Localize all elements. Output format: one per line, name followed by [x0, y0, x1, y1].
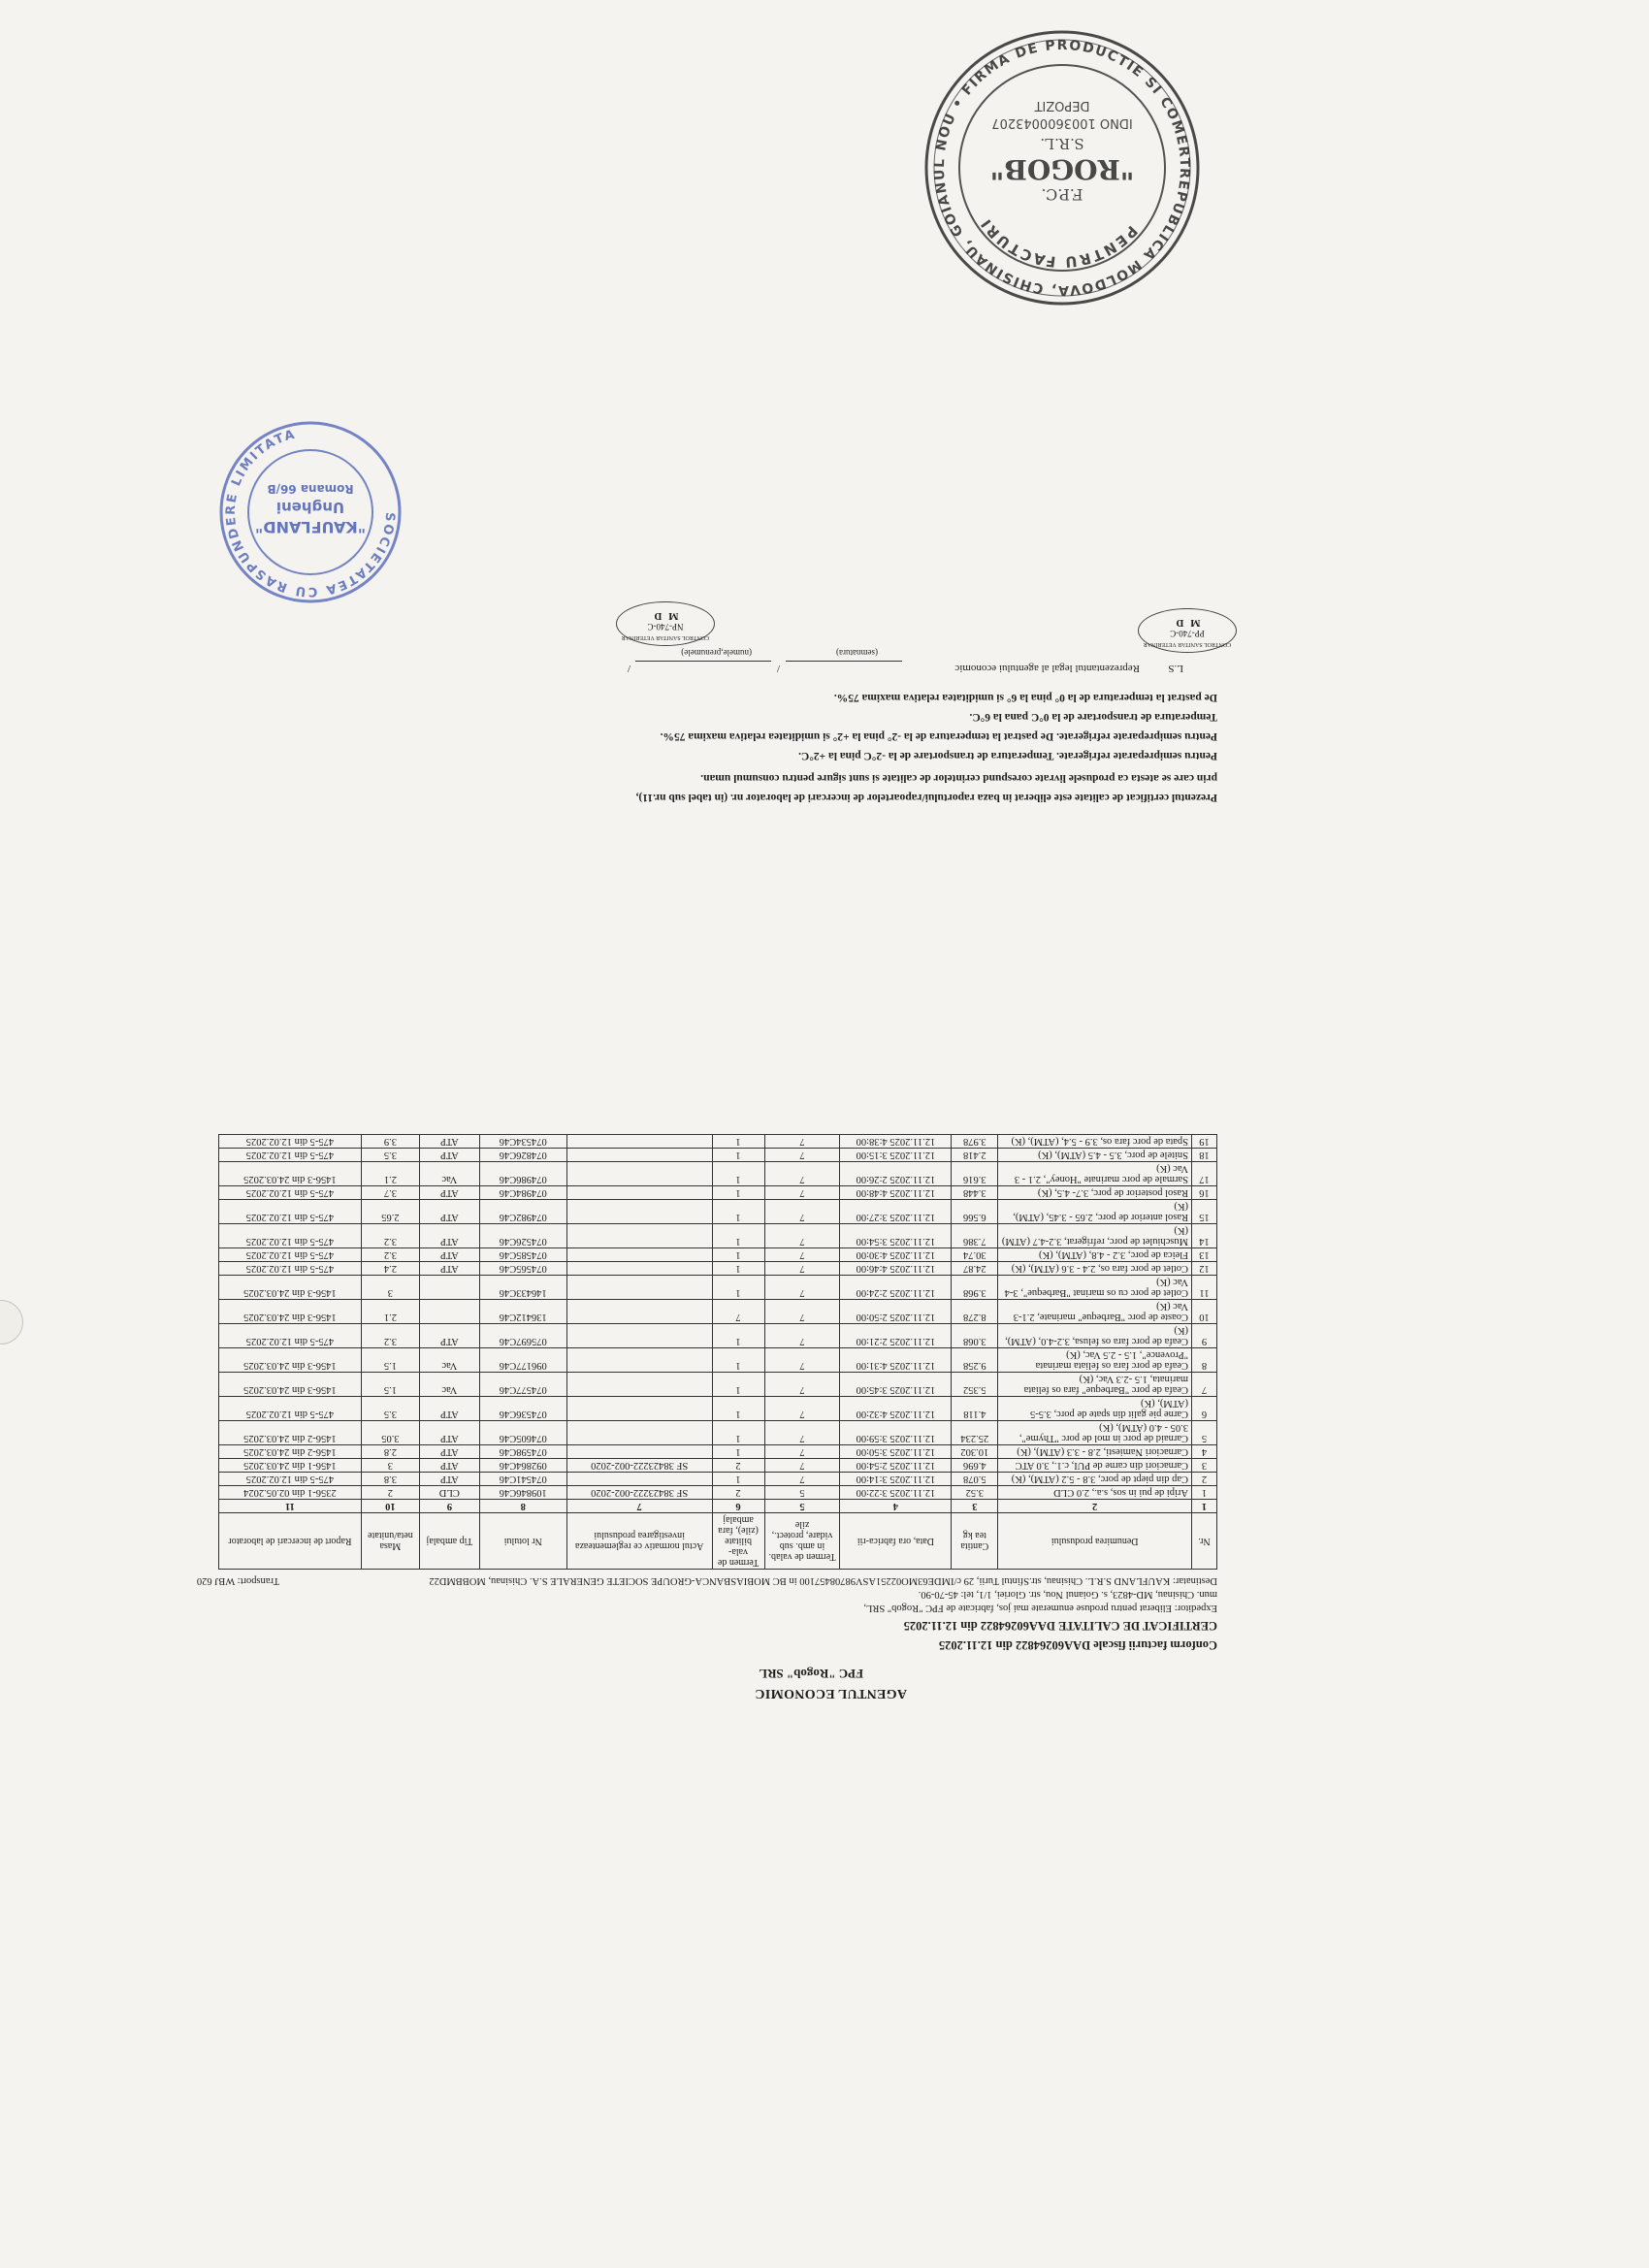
- table-cell: Fleica de porc, 3.2 - 4.8, (ATM), (K): [998, 1248, 1192, 1262]
- table-cell: 3.9: [361, 1135, 419, 1149]
- table-cell: 1456-2 din 24.03.2025: [219, 1421, 362, 1445]
- table-row: [219, 1135, 1217, 1149]
- table-cell: 074541C46: [479, 1473, 566, 1486]
- table-row: [219, 1162, 1217, 1186]
- table-cell: [566, 1421, 712, 1445]
- table-cell: 12.11.2025 3:15:00: [840, 1149, 952, 1162]
- signature-caption: (semnatura): [836, 648, 878, 658]
- table-cell: 1456-3 din 24.03.2025: [219, 1276, 362, 1300]
- agent-label: AGENTUL ECONOMIC: [755, 1686, 907, 1701]
- table-cell: Cotlet de porc fara os, 2.4 - 3.6 (ATM), (K): [998, 1262, 1192, 1276]
- table-cell: 12.11.2025 4:31:00: [840, 1348, 952, 1373]
- table-cell: 3: [361, 1276, 419, 1300]
- table-cell: 1: [712, 1473, 764, 1486]
- table-cell: Carne pie galit din spate de porc, 3.5-5 (ATM), (K): [998, 1397, 1192, 1421]
- column-header: Tip ambalaj: [419, 1513, 479, 1570]
- table-cell: [566, 1248, 712, 1262]
- table-cell: SF 38423222-002-2020: [566, 1459, 712, 1473]
- table-cell: 18: [1192, 1149, 1217, 1162]
- table-cell: 12.11.2025 3:54:00: [840, 1224, 952, 1248]
- table-cell: 8.278: [952, 1300, 998, 1324]
- table-cell: 1: [712, 1421, 764, 1445]
- table-cell: 5.078: [952, 1473, 998, 1486]
- table-cell: ATP: [419, 1421, 479, 1445]
- table-cell: 3.5: [361, 1149, 419, 1162]
- table-cell: 074605C46: [479, 1421, 566, 1445]
- table-cell: 3.5: [361, 1397, 419, 1421]
- table-cell: 1: [712, 1200, 764, 1224]
- table-cell: 7.386: [952, 1224, 998, 1248]
- column-header: Masa neta/unitate: [361, 1513, 419, 1570]
- table-cell: 475-5 din 12.02.2025: [219, 1324, 362, 1348]
- veterinary-stamp-code: NP-740-C: [647, 622, 684, 632]
- table-cell: 1: [712, 1262, 764, 1276]
- table-cell: 2.8: [361, 1445, 419, 1459]
- table-cell: 074565C46: [479, 1262, 566, 1276]
- table-cell: 1: [712, 1135, 764, 1149]
- table-cell: 19: [1192, 1135, 1217, 1149]
- table-body: [219, 1135, 1217, 1500]
- column-number: 11: [219, 1500, 362, 1513]
- table-cell: 9.258: [952, 1348, 998, 1373]
- table-cell: 7: [764, 1373, 840, 1397]
- table-cell: 3.7: [361, 1186, 419, 1200]
- table-cell: ATP: [419, 1200, 479, 1224]
- column-number: 6: [712, 1500, 764, 1513]
- table-cell: 109846C46: [479, 1486, 566, 1500]
- table-cell: 074598C46: [479, 1445, 566, 1459]
- table-cell: 2356-1 din 02.05.2024: [219, 1486, 362, 1500]
- storage-line-4: De pastrat la temperatura de la 0° pina la 6° si umiditatea relativa maxima 75%.: [833, 692, 1217, 703]
- table-cell: [566, 1135, 712, 1149]
- table-cell: [419, 1300, 479, 1324]
- table-cell: 7: [764, 1262, 840, 1276]
- table-row: [219, 1459, 1217, 1473]
- table-cell: 1456-3 din 24.03.2025: [219, 1300, 362, 1324]
- table-cell: [566, 1473, 712, 1486]
- table-cell: 4.696: [952, 1459, 998, 1473]
- column-header: Termen de valab. in amb. sub vidare, protect., zile: [764, 1513, 840, 1570]
- table-cell: Sarmale de porc marinate "Honey", 2.1 - 3 Vac (K): [998, 1162, 1192, 1186]
- table-cell: [566, 1224, 712, 1248]
- table-cell: 17: [1192, 1162, 1217, 1186]
- table-cell: 074577C46: [479, 1373, 566, 1397]
- table-cell: ATP: [419, 1262, 479, 1276]
- storage-line-2: Pentru semipreparate refrigerate. De pastrat la temperatura de la -2° pina la +2° si umiditatea relativa maxima 75%.: [660, 730, 1217, 742]
- table-cell: 7: [764, 1186, 840, 1200]
- table-cell: 12.11.2025 3:14:00: [840, 1473, 952, 1486]
- table-cell: 1: [1192, 1486, 1217, 1500]
- table-cell: 7: [764, 1149, 840, 1162]
- veterinary-stamp-md: M D: [652, 610, 679, 622]
- table-cell: 475-5 din 12.02.2025: [219, 1149, 362, 1162]
- table-row: [219, 1276, 1217, 1300]
- table-cell: 12.11.2025 4:32:00: [840, 1397, 952, 1421]
- table-row: [219, 1149, 1217, 1162]
- table-cell: 7: [764, 1445, 840, 1459]
- table-cell: 7: [764, 1248, 840, 1262]
- table-cell: Ceafa de porc fara os feliata marinata "Provence", 1.5 - 2.5 Vac, (K): [998, 1348, 1192, 1373]
- table-cell: 3.448: [952, 1186, 998, 1200]
- rogob-stamp-idno: IDNO 1003600043207: [991, 115, 1133, 130]
- table-cell: 3: [1192, 1459, 1217, 1473]
- table-cell: ATP: [419, 1248, 479, 1262]
- table-cell: 2: [361, 1486, 419, 1500]
- table-cell: 12.11.2025 3:59:00: [840, 1421, 952, 1445]
- column-number: 4: [840, 1500, 952, 1513]
- table-row: [219, 1224, 1217, 1248]
- address-line: mun. Chisinau, MD-4823, s. Goianul Nou, str. Gloriei, 1/1, tel: 45-70-90.: [918, 1589, 1217, 1600]
- kaufland-stamp-ring-text: SOCIETATEA CU RASPUNDERE LIMITATA: [223, 427, 398, 599]
- kaufland-stamp-address: Romana 66/B: [267, 482, 354, 496]
- table-cell: Ceafa de porc "Barbeque" fara os feliata marinata, 1.5 -2.3 Vac, (K): [998, 1373, 1192, 1397]
- table-cell: Spata de porc fara os, 3.9 - 5.4, (ATM), (K): [998, 1135, 1192, 1149]
- table-cell: ATP: [419, 1459, 479, 1473]
- table-cell: 6.566: [952, 1200, 998, 1224]
- table-cell: 7: [764, 1324, 840, 1348]
- firm-name: FPC "Rogob" SRL: [759, 1667, 863, 1681]
- table-cell: 12.11.2025 2:26:00: [840, 1162, 952, 1186]
- table-cell: 3.068: [952, 1324, 998, 1348]
- table-row: [219, 1421, 1217, 1445]
- table-row: [219, 1200, 1217, 1224]
- table-cell: 1.5: [361, 1373, 419, 1397]
- table-cell: 12.11.2025 3:27:00: [840, 1200, 952, 1224]
- table-cell: 2.65: [361, 1200, 419, 1224]
- table-row: [219, 1348, 1217, 1373]
- column-header: Cantita tea kg: [952, 1513, 998, 1570]
- table-cell: 2.1: [361, 1162, 419, 1186]
- table-cell: 3.52: [952, 1486, 998, 1500]
- table-cell: 6: [1192, 1397, 1217, 1421]
- table-cell: 12.11.2025 2:50:00: [840, 1300, 952, 1324]
- veterinary-stamp: [616, 601, 715, 646]
- certificate-title: CERTIFICAT DE CALITATE DAA60264822 din 12.11.2025: [903, 1619, 1217, 1633]
- veterinary-stamp: [1138, 608, 1237, 653]
- table-cell: ATP: [419, 1224, 479, 1248]
- kaufland-stamp-name: "KAUFLAND": [254, 518, 367, 536]
- table-cell: 12.11.2025 2:21:00: [840, 1324, 952, 1348]
- table-cell: 2.4: [361, 1262, 419, 1276]
- table-cell: 146433C46: [479, 1276, 566, 1300]
- table-cell: 12.11.2025 2:54:00: [840, 1459, 952, 1473]
- table-cell: 8: [1192, 1348, 1217, 1373]
- column-header: Nr.: [1192, 1513, 1217, 1570]
- slash-separator: /: [627, 663, 630, 674]
- column-number: 10: [361, 1500, 419, 1513]
- rogob-stamp-depozit: DEPOZIT: [1034, 98, 1090, 113]
- table-cell: 136412C46: [479, 1300, 566, 1324]
- table-cell: 3.2: [361, 1248, 419, 1262]
- rogob-stamp-fpc: F.P.C.: [1041, 185, 1083, 204]
- table-cell: 5.352: [952, 1373, 998, 1397]
- table-cell: 2: [1192, 1473, 1217, 1486]
- invoice-reference: Conform facturii fiscale DAA60264822 din 12.11.2025: [938, 1638, 1217, 1652]
- table-cell: 7: [764, 1224, 840, 1248]
- table-cell: 1: [712, 1224, 764, 1248]
- table-row: [219, 1248, 1217, 1262]
- table-cell: 074984C46: [479, 1186, 566, 1200]
- table-cell: Carnaid de porc in mol de porc "Thyme", 3.05 - 4.0 (ATM), (K): [998, 1421, 1192, 1445]
- table-cell: 3.05: [361, 1421, 419, 1445]
- table-cell: Snitele de porc, 3.5 - 4.5 (ATM), (K): [998, 1149, 1192, 1162]
- table-cell: 12: [1192, 1262, 1217, 1276]
- table-cell: 1: [712, 1276, 764, 1300]
- destinatar-line: Destinatar: KAUFLAND S.R.L. Chisinau, str.Sfintul Turii, 29 c/IMDE63MO02251ASV98708457100 in BC MOBIASBANCA-GROUPE SOCIETE GENERALE S.A. Chisinau, MOBBMD22: [429, 1575, 1217, 1586]
- storage-line-3: Temperatura de transportare de la 0°C pana la 6°C.: [969, 711, 1217, 723]
- table-cell: 475-5 din 12.02.2025: [219, 1248, 362, 1262]
- table-cell: 7: [712, 1300, 764, 1324]
- table-cell: 3.968: [952, 1276, 998, 1300]
- table-cell: 1: [712, 1186, 764, 1200]
- table-row: [219, 1397, 1217, 1421]
- table-cell: 7: [764, 1300, 840, 1324]
- table-cell: Aripi de pui in sos, s.a., 2.0 CLD: [998, 1486, 1192, 1500]
- table-cell: 7: [764, 1135, 840, 1149]
- column-number-row: [219, 1500, 1217, 1513]
- table-cell: 075697C46: [479, 1324, 566, 1348]
- table-cell: 30.74: [952, 1248, 998, 1262]
- table-cell: Muschiulet de porc, refrigerat, 3.2-4.7 (ATM) (K): [998, 1224, 1192, 1248]
- rogob-stamp-ring-text: REPUBLICA MOLDOVA, CHISINAU, GOIANUL NOU • FIRMA DE PRODUCTIE SI COMERT: [931, 37, 1193, 299]
- table-cell: 074536C46: [479, 1397, 566, 1421]
- table-row: [219, 1262, 1217, 1276]
- table-cell: 475-5 din 12.02.2025: [219, 1262, 362, 1276]
- table-cell: ATP: [419, 1445, 479, 1459]
- table-cell: 7: [764, 1200, 840, 1224]
- rogob-stamp: [917, 22, 1208, 313]
- table-cell: 475-5 din 12.02.2025: [219, 1397, 362, 1421]
- table-cell: 4: [1192, 1445, 1217, 1459]
- table-cell: Vac: [419, 1373, 479, 1397]
- table-cell: 12.11.2025 3:22:00: [840, 1486, 952, 1500]
- kaufland-stamp: [213, 415, 407, 609]
- table-cell: Vac: [419, 1348, 479, 1373]
- column-header: Data, ora fabrica-rii: [840, 1513, 952, 1570]
- veterinary-stamp-caption: CONTROL SANITAR VETERINAR: [621, 634, 710, 640]
- slash-separator: /: [776, 663, 780, 674]
- table-cell: 1456-1 din 24.03.2025: [219, 1459, 362, 1473]
- table-cell: 7: [764, 1421, 840, 1445]
- table-cell: 3: [361, 1459, 419, 1473]
- column-header: Actul normativ ce reglementeaza investigarea produsului: [566, 1513, 712, 1570]
- table-cell: 12.11.2025 2:24:00: [840, 1276, 952, 1300]
- table-cell: 12.11.2025 3:45:00: [840, 1373, 952, 1397]
- expeditor-line: Expeditor: Eliberat pentru produse enumerate mai jos, fabricate de FPC "Rogob" SRL,: [863, 1603, 1217, 1613]
- table-cell: 2: [712, 1459, 764, 1473]
- table-cell: Cap din piept de porc, 3.8 - 5.2 (ATM), (K): [998, 1473, 1192, 1486]
- table-cell: 24.87: [952, 1262, 998, 1276]
- table-cell: 9: [1192, 1324, 1217, 1348]
- table-cell: ATP: [419, 1149, 479, 1162]
- column-number: 8: [479, 1500, 566, 1513]
- table-cell: 475-5 din 12.02.2025: [219, 1224, 362, 1248]
- table-cell: 074986C46: [479, 1162, 566, 1186]
- table-row: [219, 1324, 1217, 1348]
- table-cell: 7: [764, 1397, 840, 1421]
- table-cell: Carnaciori Namiesti, 2.8 - 3.3 (ATM), (K): [998, 1445, 1192, 1459]
- table-cell: [566, 1162, 712, 1186]
- rogob-stamp-inner-text: PENTRU FACTURI: [976, 214, 1142, 272]
- table-cell: CLD: [419, 1486, 479, 1500]
- table-cell: 12.11.2025 4:38:00: [840, 1135, 952, 1149]
- table-cell: 7: [764, 1348, 840, 1373]
- table-cell: ATP: [419, 1397, 479, 1421]
- column-number: 5: [764, 1500, 840, 1513]
- storage-line-1: Pentru semipreparate refrigerate. Temperatura de transportare de la -2°C pina la +2°C.: [798, 750, 1217, 761]
- table-cell: [419, 1276, 479, 1300]
- signature-line: [786, 661, 902, 674]
- table-cell: 13: [1192, 1248, 1217, 1262]
- table-cell: 1: [712, 1445, 764, 1459]
- table-cell: 5: [764, 1486, 840, 1500]
- table-cell: [566, 1397, 712, 1421]
- table-cell: 12.11.2025 4:46:00: [840, 1262, 952, 1276]
- table-cell: 1: [712, 1248, 764, 1262]
- table-cell: 3.2: [361, 1224, 419, 1248]
- ls-label: L.S: [1168, 663, 1183, 674]
- table-cell: Cotlet de porc cu os marinat "Barbeque", 3-4 Vac (K): [998, 1276, 1192, 1300]
- table-cell: [566, 1200, 712, 1224]
- table-cell: 092864C46: [479, 1459, 566, 1473]
- table-cell: 1456-3 din 24.03.2025: [219, 1162, 362, 1186]
- table-cell: [566, 1262, 712, 1276]
- table-cell: 074585C46: [479, 1248, 566, 1262]
- rogob-stamp-name: "ROGOB": [989, 153, 1135, 185]
- table-row: [219, 1473, 1217, 1486]
- table-cell: 1456-3 din 24.03.2025: [219, 1348, 362, 1373]
- table-cell: 1: [712, 1149, 764, 1162]
- transport-line: Transport: WBJ 620: [196, 1575, 279, 1586]
- column-header: Nr lotului: [479, 1513, 566, 1570]
- table-cell: 16: [1192, 1186, 1217, 1200]
- table-cell: 3.8: [361, 1473, 419, 1486]
- table-cell: 475-5 din 12.02.2025: [219, 1200, 362, 1224]
- table-cell: Rasol anterior de porc, 2.65 - 3.45, (ATM), (K): [998, 1200, 1192, 1224]
- rogob-stamp-srl: S.R.L.: [1040, 135, 1084, 152]
- table-cell: Vac: [419, 1162, 479, 1186]
- statement-line-2: prin care se atesta ca produsele livrate corespund cerintelor de calitate si sunt sigure pentru consumul uman.: [700, 772, 1217, 784]
- table-cell: ATP: [419, 1135, 479, 1149]
- column-number: 7: [566, 1500, 712, 1513]
- table-cell: 3.2: [361, 1324, 419, 1348]
- table-cell: SF 38423222-002-2020: [566, 1486, 712, 1500]
- table-cell: 12.11.2025 3:50:00: [840, 1445, 952, 1459]
- table-cell: 3.978: [952, 1135, 998, 1149]
- table-cell: 5: [1192, 1421, 1217, 1445]
- table-cell: 475-5 din 12.02.2025: [219, 1135, 362, 1149]
- table-cell: 15: [1192, 1200, 1217, 1224]
- table-cell: Carnaciori din carne de PUI, c.1., 3.0 ATC: [998, 1459, 1192, 1473]
- veterinary-stamp-code: PP-740-C: [1170, 629, 1205, 638]
- table-row: [219, 1445, 1217, 1459]
- table-cell: Ceafa de porc fara os felusa, 3.2-4.0, (ATM), (K): [998, 1324, 1192, 1348]
- table-cell: ATP: [419, 1186, 479, 1200]
- column-header: Raport de incercari de laborator: [219, 1513, 362, 1570]
- table-cell: 2.1: [361, 1300, 419, 1324]
- veterinary-stamp-caption: CONTROL SANITAR VETERINAR: [1143, 641, 1232, 647]
- table-row: [219, 1300, 1217, 1324]
- table-cell: [566, 1186, 712, 1200]
- table-cell: 475-5 din 12.02.2025: [219, 1473, 362, 1486]
- table-cell: 12.11.2025 4:48:00: [840, 1186, 952, 1200]
- table-header-row: [219, 1513, 1217, 1570]
- table-cell: [566, 1276, 712, 1300]
- table-cell: 7: [764, 1459, 840, 1473]
- column-number: 3: [952, 1500, 998, 1513]
- svg-text:PENTRU FACTURI: [977, 214, 1142, 271]
- statement-line-1: Prezentul certificat de calitate este eliberat in baza raportului/rapoartelor de incercari de laborator nr. (in tabel sub nr.11),: [635, 792, 1217, 803]
- table-cell: 096177C46: [479, 1348, 566, 1373]
- name-caption: (numele,prenumele): [681, 648, 752, 658]
- table-cell: 2.418: [952, 1149, 998, 1162]
- kaufland-stamp-city: Ungheni: [275, 499, 345, 516]
- table-cell: [566, 1324, 712, 1348]
- table-cell: ATP: [419, 1473, 479, 1486]
- table-cell: 7: [764, 1276, 840, 1300]
- table-cell: ATP: [419, 1324, 479, 1348]
- name-line: [635, 661, 771, 674]
- representative-label: Reprezentantul legal al agentului economic: [954, 663, 1140, 674]
- column-number: 2: [998, 1500, 1192, 1513]
- table-cell: 1: [712, 1162, 764, 1186]
- table-cell: 14: [1192, 1224, 1217, 1248]
- table-cell: 4.118: [952, 1397, 998, 1421]
- table-cell: Rasol posterior de porc, 3.7- 4.5, (K): [998, 1186, 1192, 1200]
- table-cell: 1: [712, 1373, 764, 1397]
- table-cell: 10: [1192, 1300, 1217, 1324]
- table-cell: 12.11.2025 4:30:00: [840, 1248, 952, 1262]
- table-cell: 1.5: [361, 1348, 419, 1373]
- table-cell: 074534C46: [479, 1135, 566, 1149]
- table-cell: Coaste de porc "Barbeque" marinate, 2.1-3 Vac (K): [998, 1300, 1192, 1324]
- table-cell: 1456-2 din 24.03.2025: [219, 1445, 362, 1459]
- table-cell: 1: [712, 1348, 764, 1373]
- table-cell: 074526C46: [479, 1224, 566, 1248]
- table-row: [219, 1186, 1217, 1200]
- veterinary-stamp-md: M D: [1174, 617, 1201, 629]
- table-cell: 11: [1192, 1276, 1217, 1300]
- quality-certificate-table: [218, 1134, 1217, 1570]
- table-cell: 1: [712, 1324, 764, 1348]
- table-row: [219, 1373, 1217, 1397]
- column-header: Termen de vala-bilitate (zile), fara ambalaj: [712, 1513, 764, 1570]
- column-number: 1: [1192, 1500, 1217, 1513]
- table-cell: [566, 1300, 712, 1324]
- column-number: 9: [419, 1500, 479, 1513]
- table-cell: 7: [764, 1162, 840, 1186]
- table-cell: [566, 1373, 712, 1397]
- table-cell: [566, 1149, 712, 1162]
- table-row: [219, 1486, 1217, 1500]
- table-cell: [566, 1348, 712, 1373]
- table-cell: 475-5 din 12.02.2025: [219, 1186, 362, 1200]
- column-header: Denumirea produsului: [998, 1513, 1192, 1570]
- table-cell: [566, 1445, 712, 1459]
- table-cell: 7: [764, 1473, 840, 1486]
- table-cell: 1: [712, 1397, 764, 1421]
- table-cell: 3.616: [952, 1162, 998, 1186]
- table-cell: 2: [712, 1486, 764, 1500]
- table-cell: 074826C46: [479, 1149, 566, 1162]
- table-cell: 7: [1192, 1373, 1217, 1397]
- table-cell: 074982C46: [479, 1200, 566, 1224]
- table-cell: 25.234: [952, 1421, 998, 1445]
- table-cell: 1456-3 din 24.03.2025: [219, 1373, 362, 1397]
- table-cell: 10.302: [952, 1445, 998, 1459]
